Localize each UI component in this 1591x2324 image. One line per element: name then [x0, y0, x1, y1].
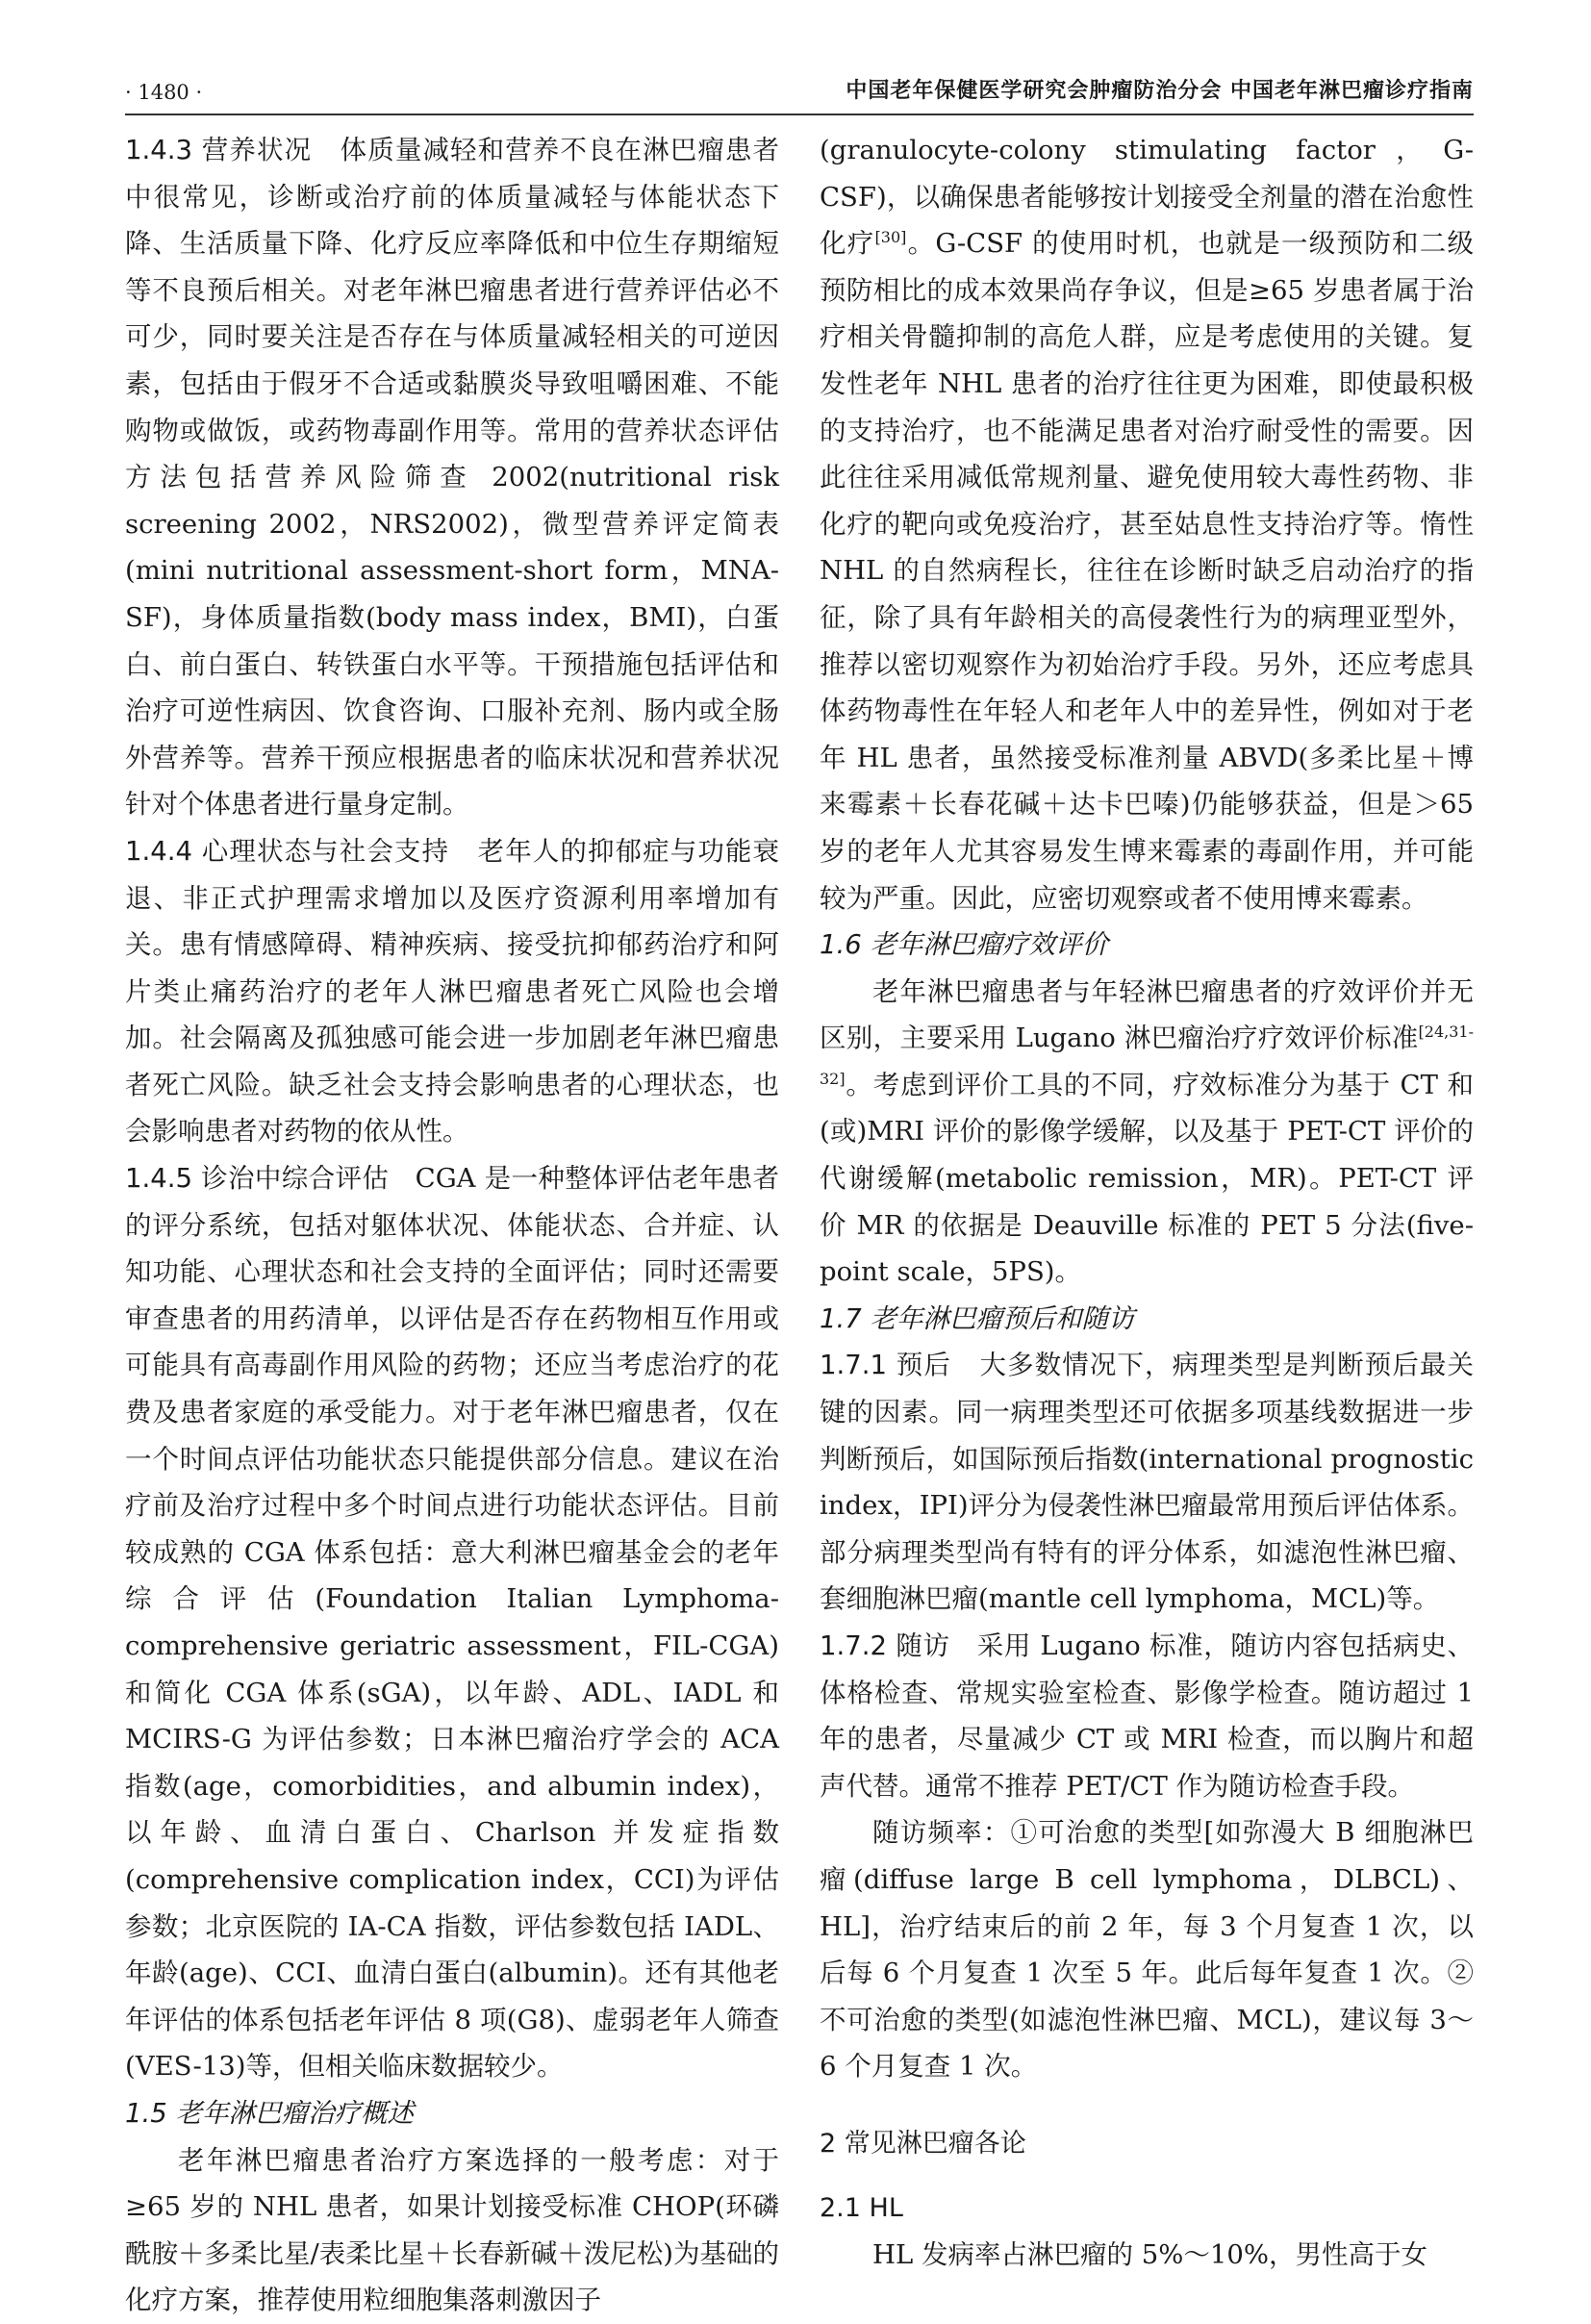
page-header — [125, 69, 1474, 115]
section-heading: 1.4.3 营养状况 — [125, 135, 313, 165]
section-heading-2: 2 常见淋巴瘤各论 — [820, 2128, 1026, 2159]
paragraph: 采用 Lugano 标准，随访内容包括病史、体格检查、常规实验室检查、影像学检查。随访超过 1 年的患者，尽量减少 CT 或 MRI 检查，而以胸片和超声代替。通常不推荐 PET/CT 作为随访检查手段。 — [820, 1630, 1474, 1802]
section-1-4-5 — [125, 1155, 779, 2090]
section-heading-2-1: 2.1 HL — [820, 2192, 903, 2223]
left-column — [125, 127, 779, 2324]
section-heading: 1.4.4 心理状态与社会支持 — [125, 835, 450, 867]
section-heading-1-7: 1.7 老年淋巴瘤预后和随访 — [820, 1302, 1135, 1334]
paragraph: 体质量减轻和营养不良在淋巴瘤患者中很常见，诊断或治疗前的体质量减轻与体能状态下降、生活质量下降、化疗反应率降低和中位生存期缩短等不良预后相关。对老年淋巴瘤患者进行营养评估必不可少，同时要关注是否存在与体质量减轻相关的可逆因素，包括由于假牙不合适或黏膜炎导致咀嚼困难、不能购物或做饭，或药物毒副作用等。常用的营养状态评估方法包括营养风险筛查 2002(nutritional risk screening 2002，NRS2002)，微型营养评定简表(mini nutritional assessment-short form，MNA-SF)，身体质量指数(body mass index，BMI)，白蛋白、前白蛋白、转铁蛋白水平等。干预措施包括评估和治疗可逆性病因、饮食咨询、口服补充剂、肠内或全肠外营养等。营养干预应根据患者的临床状况和营养状况针对个体患者进行量身定制。 — [125, 135, 780, 821]
paragraph: 大多数情况下，病理类型是判断预后最关键的因素。同一病理类型还可依据多项基线数据进一步判断预后，如国际预后指数(international prognostic index，IPI)评分为侵袭性淋巴瘤最常用预后评估体系。部分病理类型尚有特有的评分体系，如滤泡性淋巴瘤、套细胞淋巴瘤(mantle cell lymphoma，MCL)等。 — [820, 1350, 1474, 1615]
text-run: 。G-CSF 的使用时机，也就是一级预防和二级预防相比的成本效果尚存争议，但是≥65 岁患者属于治疗相关骨髓抑制的高危人群，应是考虑使用的关键。复发性老年 NHL 患者的治疗往往更为困难，即使最积极的支持治疗，也不能满足患者对治疗耐受性的需要。因此往往采用减低常规剂量、避免使用较大毒性药物、非化疗的靶向或免疫治疗，甚至姑息性支持治疗等。惰性 NHL 的自然病程长，往往在诊断时缺乏启动治疗的指征，除了具有年龄相关的高侵袭性行为的病理亚型外，推荐以密切观察作为初始治疗手段。另外，还应考虑具体药物毒性在年轻人和老年人中的差异性，例如对于老年 HL 患者，虽然接受标准剂量 ABVD(多柔比星＋博来霉素＋长春花碱＋达卡巴嗪)仍能够获益，但是＞65 岁的老年人尤其容易发生博来霉素的毒副作用，并可能较为严重。因此，应密切观察或者不使用博来霉素。 — [820, 228, 1475, 914]
text-run: 。考虑到评价工具的不同，疗效标准分为基于 CT 和(或)MRI 评价的影像学缓解，以及基于 PET-CT 评价的代谢缓解(metabolic remission，MR)。PET-CT 评价 MR 的依据是 Deauville 标准的 PET 5 分法(five-point scale，5PS)。 — [820, 1069, 1474, 1288]
paragraph: 老年人的抑郁症与功能衰退、非正式护理需求增加以及医疗资源利用率增加有关。患有情感障碍、精神疾病、接受抗抑郁药治疗和阿片类止痛药治疗的老年人淋巴瘤患者死亡风险也会增加。社会隔离及孤独感可能会进一步加剧老年淋巴瘤患者死亡风险。缺乏社会支持会影响患者的心理状态，也会影响患者对药物的依从性。 — [125, 835, 779, 1148]
section-heading: 1.7.1 预后 — [820, 1350, 951, 1381]
text-run: 老年淋巴瘤患者与年轻淋巴瘤患者的疗效评价并无区别，主要采用 Lugano 淋巴瘤治疗疗效评价标准 — [820, 975, 1474, 1054]
text-run: (granulocyte-colony stimulating factor，G-CSF)，以确保患者能够按计划接受全剂量的潜在治愈性化疗 — [820, 135, 1474, 260]
section-1-4-3 — [125, 127, 779, 828]
paragraph: 随访频率：①可治愈的类型[如弥漫大 B 细胞淋巴瘤(diffuse large B cell lymphoma，DLBCL)、HL]，治疗结束后的前 2 年，每 3 个月复查 1 次，以后每 6 个月复查 1 次至 5 年。此后每年复查 1 次。②不可治愈的类型(如滤泡性淋巴瘤、MCL)，建议每 3～6 个月复查 1 次。 — [820, 1817, 1474, 2083]
paragraph — [820, 969, 1474, 1296]
section-1-7-1 — [820, 1342, 1474, 1623]
paragraph-continued — [820, 127, 1474, 922]
citation: [24,31-32] — [820, 1023, 1474, 1088]
section-1-7-2 — [820, 1623, 1474, 1809]
paragraph: 老年淋巴瘤患者治疗方案选择的一般考虑：对于≥65 岁的 NHL 患者，如果计划接受标准 CHOP(环磷酰胺＋多柔比星/表柔比星＋长春新碱＋泼尼松)为基础的化疗方案，推荐使用粒细胞集落刺激因子 — [125, 2144, 779, 2316]
citation: [30] — [874, 228, 907, 247]
paragraph: HL 发病率占淋巴瘤的 5%～10%，男性高于女 — [872, 2239, 1427, 2271]
section-heading: 1.4.5 诊治中综合评估 — [125, 1163, 390, 1195]
right-column — [820, 127, 1474, 2279]
section-heading: 1.7.2 随访 — [820, 1630, 950, 1661]
running-title: 中国老年保健医学研究会肿瘤防治分会 中国老年淋巴瘤诊疗指南 — [846, 79, 1474, 103]
section-heading-1-6: 1.6 老年淋巴瘤疗效评价 — [820, 929, 1108, 961]
paragraph: CGA 是一种整体评估老年患者的评分系统，包括对躯体状况、体能状态、合并症、认知功能、心理状态和社会支持的全面评估；同时还需要审查患者的用药清单，以评估是否存在药物相互作用或可能具有高毒副作用风险的药物；还应当考虑治疗的花费及患者家庭的承受能力。对于老年淋巴瘤患者，仅在一个时间点评估功能状态只能提供部分信息。建议在治疗前及治疗过程中多个时间点进行功能状态评估。目前较成熟的 CGA 体系包括：意大利淋巴瘤基金会的老年综合评估(Foundation Italian Lymphoma-comprehensive geriatric assessment，FIL-CGA)和简化 CGA 体系(sGA)，以年龄、ADL、IADL 和 MCIRS-G 为评估参数；日本淋巴瘤治疗学会的 ACA 指数(age，comorbidities，and albumin index)，以年龄、血清白蛋白、Charlson 并发症指数(comprehensive complication index，CCI)为评估参数；北京医院的 IA-CA 指数，评估参数包括 IADL、年龄(age)、CCI、血清白蛋白(albumin)。还有其他老年评估的体系包括老年评估 8 项(G8)、虚弱老年人筛查(VES-13)等，但相关临床数据较少。 — [125, 1163, 779, 2083]
page-number: · 1480 · — [125, 81, 203, 104]
section-1-4-4 — [125, 828, 779, 1155]
section-heading-1-5: 1.5 老年淋巴瘤治疗概述 — [125, 2097, 414, 2129]
